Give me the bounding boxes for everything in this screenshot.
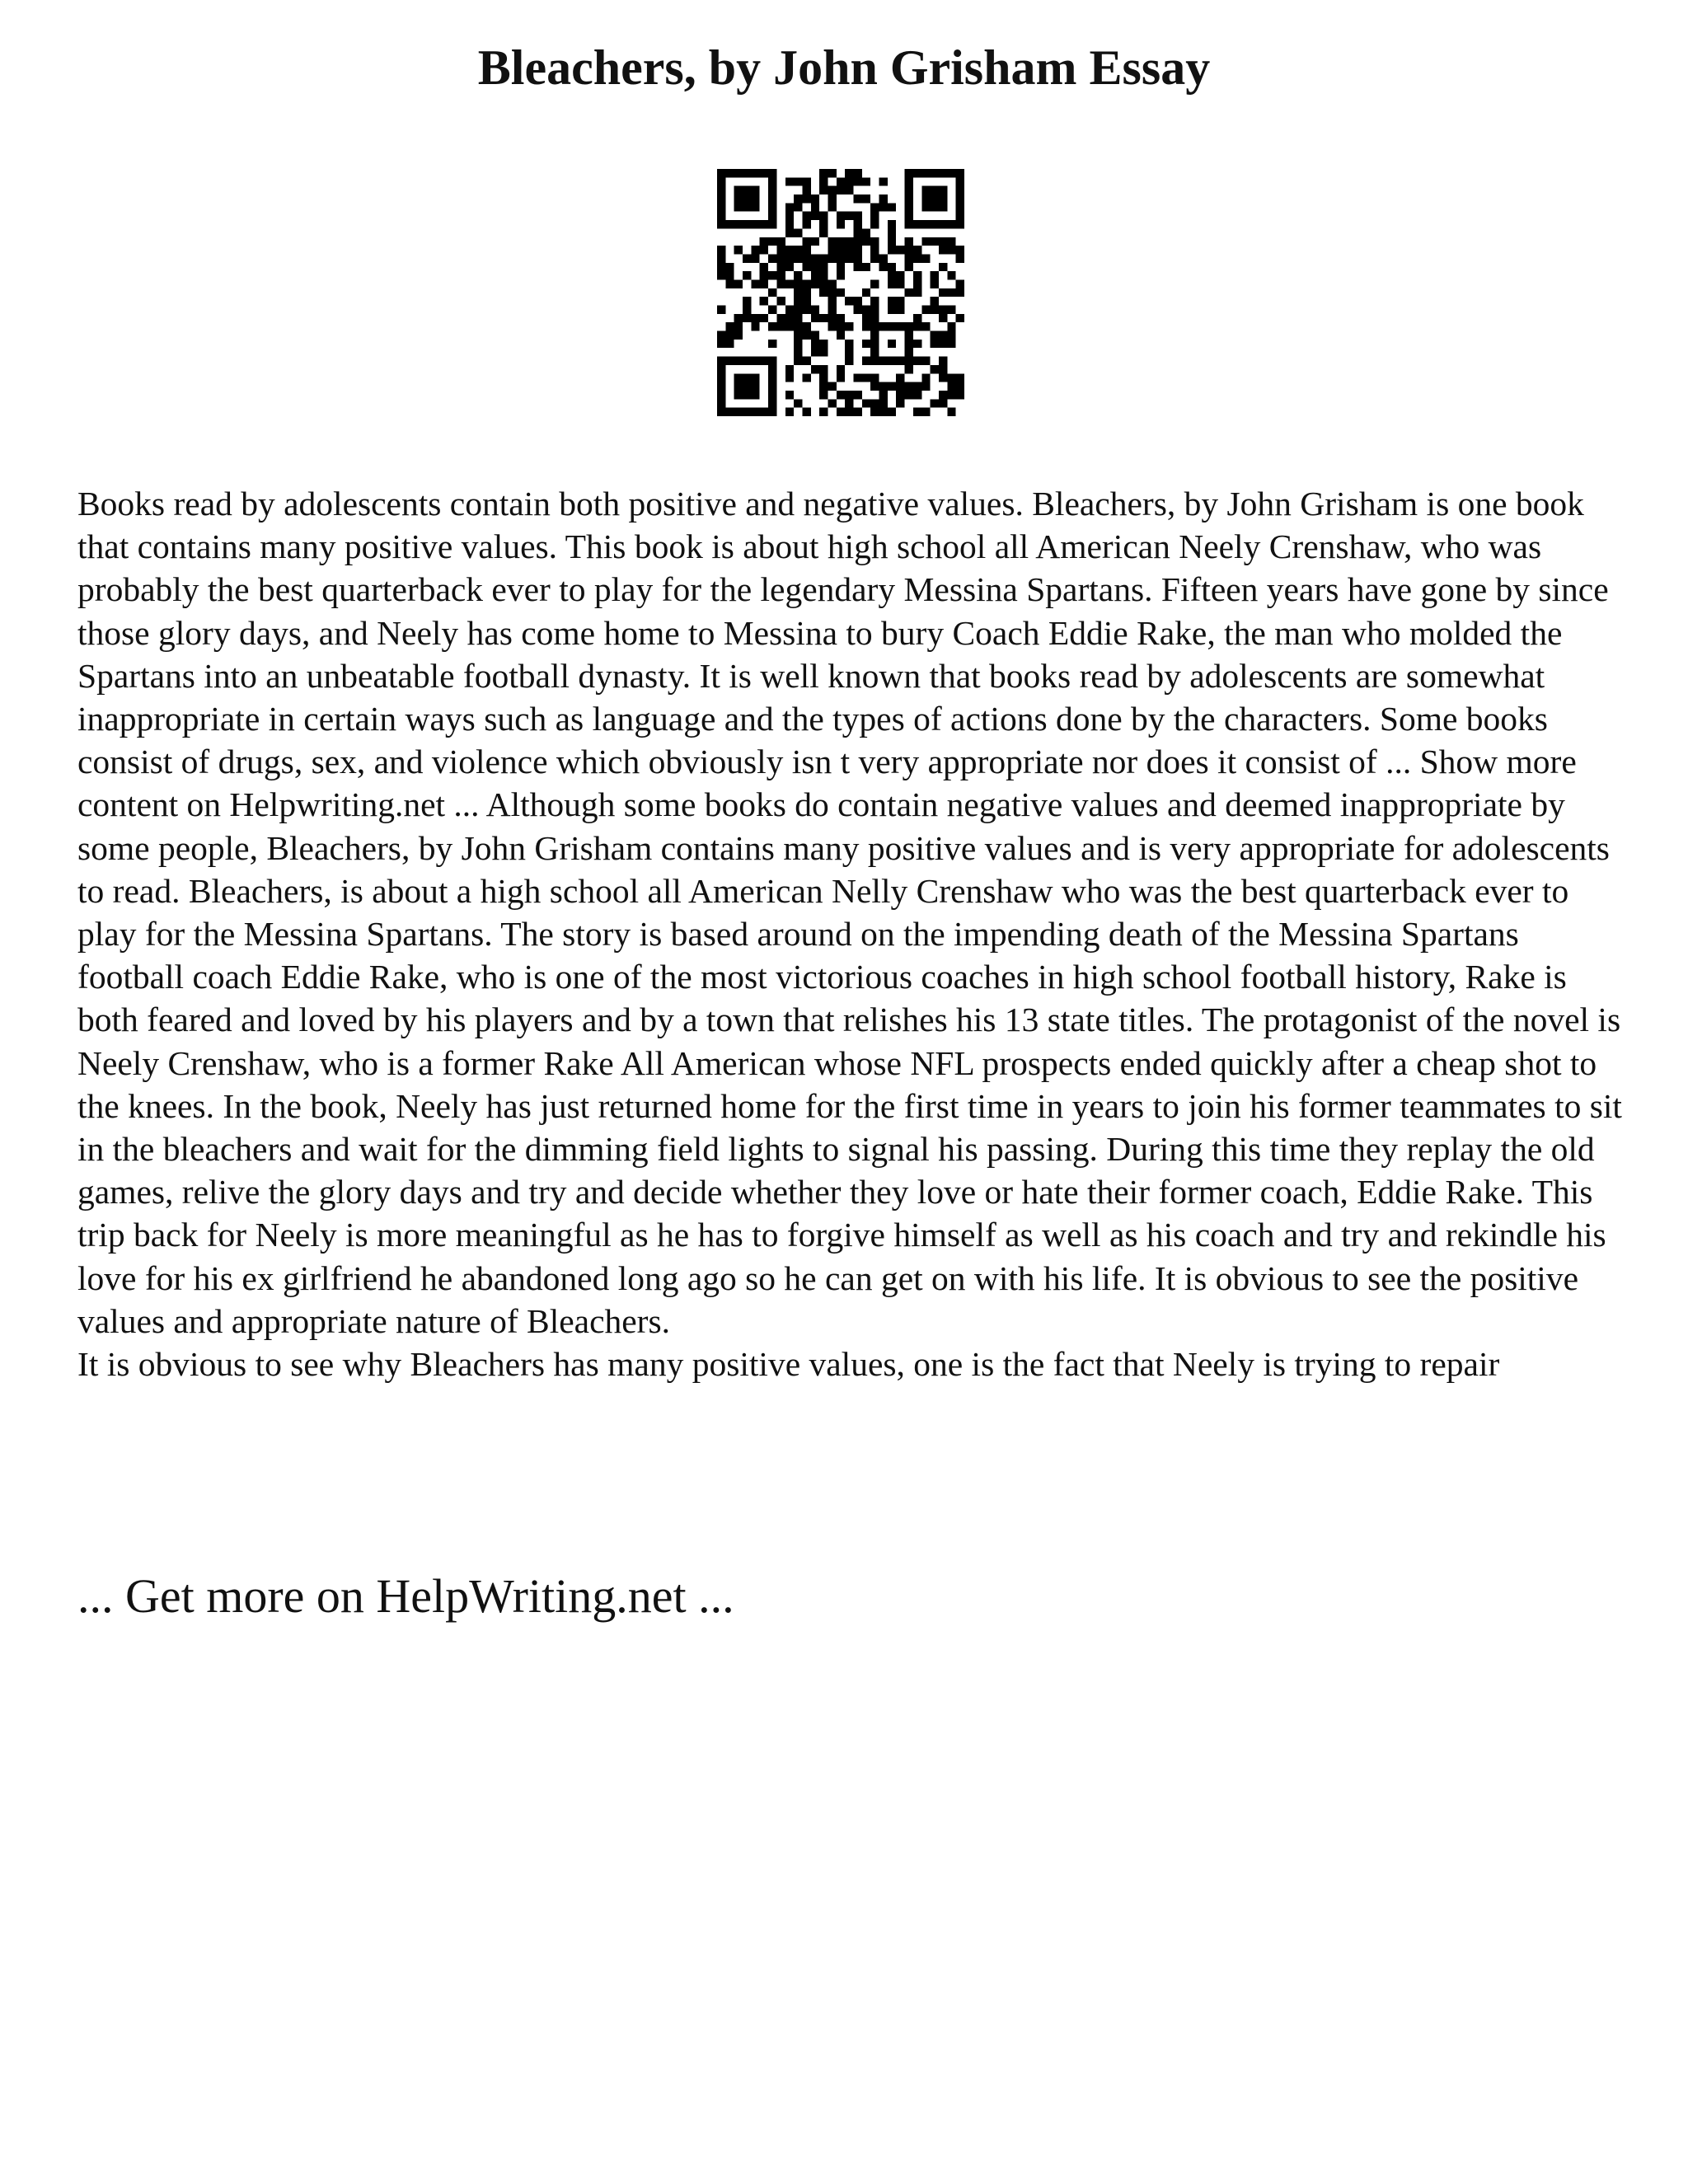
essay-paragraph-2: It is obvious to see why Bleachers has many positive values, one is the fact that Neely is trying to repair [77,1345,1500,1384]
document-title: Bleachers, by John Grisham Essay [477,40,1211,95]
essay-paragraph-1: Books read by adolescents contain both positive and negative values. Bleachers, by John Grisham is one book that contains many positive values. This book is about high school all American Neely Crenshaw, who was probably the best quarterback ever to play for the legendary Messina Spartans. Fifteen years have gone by since those glory days, and Neely has come home to Messina to bury Coach Eddie Rake, the man who molded the Spartans into an unbeatable football dynasty. It is well known that books read by adolescents are somewhat inappropriate in certain ways such as language and the types of actions done by the characters. Some books consist of drugs, sex, and violence which obviously isn t very appropriate nor does it consist of ... Show more content on Helpwriting.net ... Although some books do contain negative values and deemed inappropriate by some people, Bleachers, by John Grisham contains many positive values and is very appropriate for adolescents to read. Bleachers, is about a high school all American Nelly Crenshaw who was the best quarterback ever to play for the Messina Spartans. The story is based around on the impending death of the Messina Spartans football coach Eddie Rake, who is one of the most victorious coaches in high school football history, Rake is both feared and loved by his players and by a town that relishes his 13 state titles. The protagonist of the novel is Neely Crenshaw, who is a former Rake All American whose NFL prospects ended quickly after a cheap shot to the knees. In the book, Neely has just returned home for the first time in years to join his former teammates to sit in the bleachers and wait for the dimming field lights to signal his passing. During this time they replay the old games, relive the glory days and try and decide whether they love or hate their former coach, Eddie Rake. This trip back for Neely is more meaningful as he has to forgive himself as well as his coach and try and rekindle his love for his ex girlfriend he abandoned long ago so he can get on with his life. It is obvious to see the positive values and appropriate nature of Bleachers. [77,485,1622,1340]
qr-code-icon [717,169,964,416]
get-more-link[interactable]: ... Get more on HelpWriting.net ... [77,1569,734,1623]
qr-code-graphic [717,169,964,416]
essay-body [77,482,1627,1385]
